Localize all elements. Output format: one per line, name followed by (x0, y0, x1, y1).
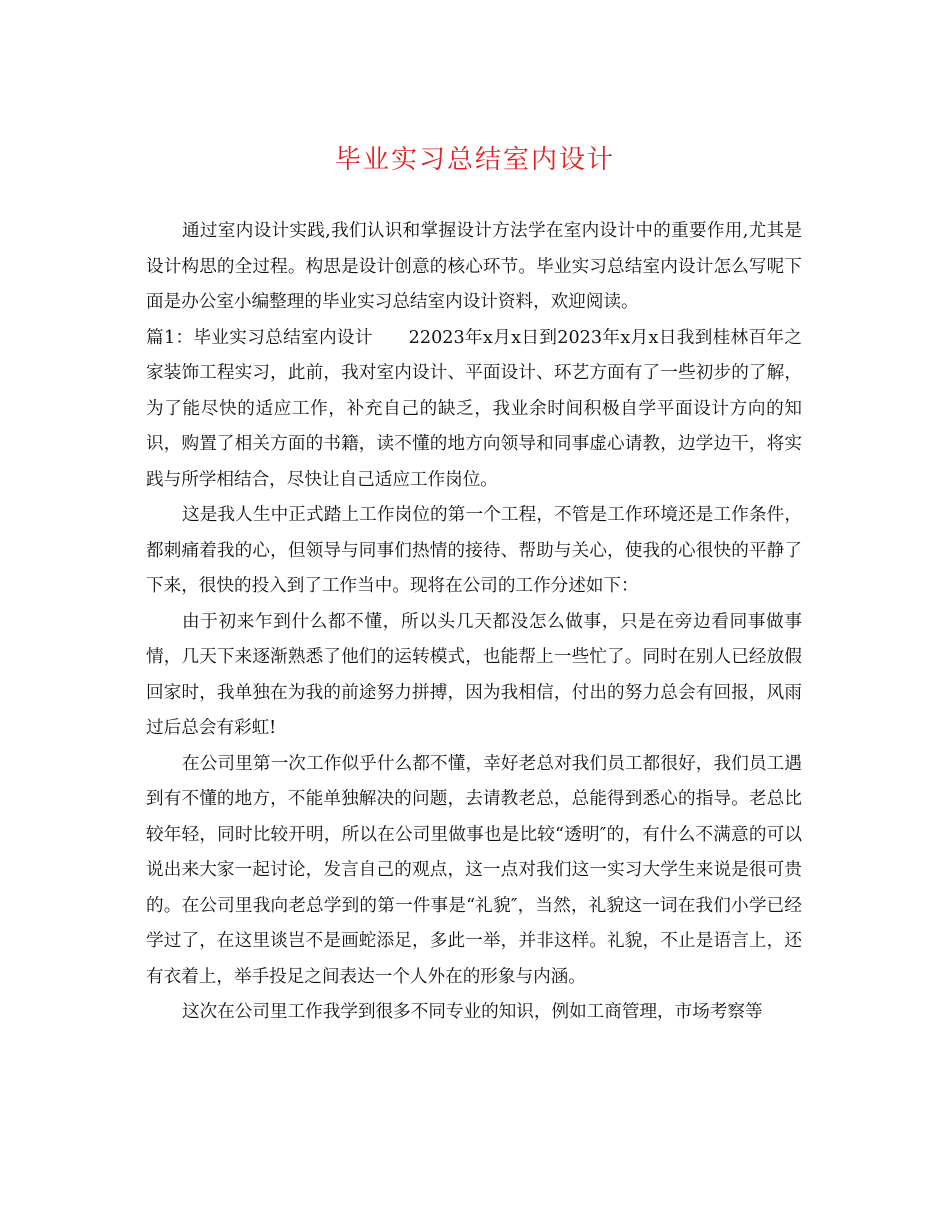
paragraph: 通过室内设计实践,我们认识和掌握设计方法学在室内设计中的重要作用,尤其是设计构思的全过程。构思是设计创意的核心环节。毕业实习总结室内设计怎么写呢下面是办公室小编整理的毕业实习总结室内设计资料，欢迎阅读。 (146, 221, 802, 312)
paragraph: 在公司里第一次工作似乎什么都不懂，幸好老总对我们员工都很好，我们员工遇到有不懂的地方，不能单独解决的问题，去请教老总，总能得到悉心的指导。老总比较年轻，同时比较开明，所以在公司里做事也是比较“透明″的，有什么不满意的可以说出来大家一起讨论，发言自己的观点，这一点对我们这一实习大学生来说是很可贵的。在公司里我向老总学到的第一件事是“礼貌″，当然，礼貌这一词在我们小学已经学过了，在这里谈岂不是画蛇添足，多此一举，并非这样。礼貌，不止是语言上，还有衣着上，举手投足之间表达一个人外在的形象与内涵。 (146, 753, 802, 987)
paragraph: 篇1：毕业实习总结室内设计 22023年x月x日到2023年x月x日我到桂林百年之家装饰工程实习，此前，我对室内设计、平面设计、环艺方面有了一些初步的了解，为了能尽快的适应工作，补充自己的缺乏，我业余时间积极自学平面设计方向的知识，购置了相关方面的书籍，读不懂的地方向领导和同事虚心请教，边学边干，将实践与所学相结合，尽快让自己适应工作岗位。 (146, 327, 802, 490)
paragraph: 这是我人生中正式踏上工作岗位的第一个工程，不管是工作环境还是工作条件，都刺痛着我的心，但领导与同事们热情的接待、帮助与关心，使我的心很快的平静了下来，很快的投入到了工作当中。现将在公司的工作分述如下： (146, 505, 802, 596)
document-title: 毕业实习总结室内设计 (334, 145, 615, 175)
paragraph: 这次在公司里工作我学到很多不同专业的知识，例如工商管理，市场考察等 (182, 1002, 763, 1022)
paragraph: 由于初来乍到什么都不懂，所以头几天都没怎么做事，只是在旁边看同事做事情，几天下来逐渐熟悉了他们的运转模式，也能帮上一些忙了。同时在别人已经放假回家时，我单独在为我的前途努力拼搏，因为我相信，付出的努力总会有回报，风雨过后总会有彩虹! (146, 611, 802, 738)
document-body (146, 214, 802, 1031)
